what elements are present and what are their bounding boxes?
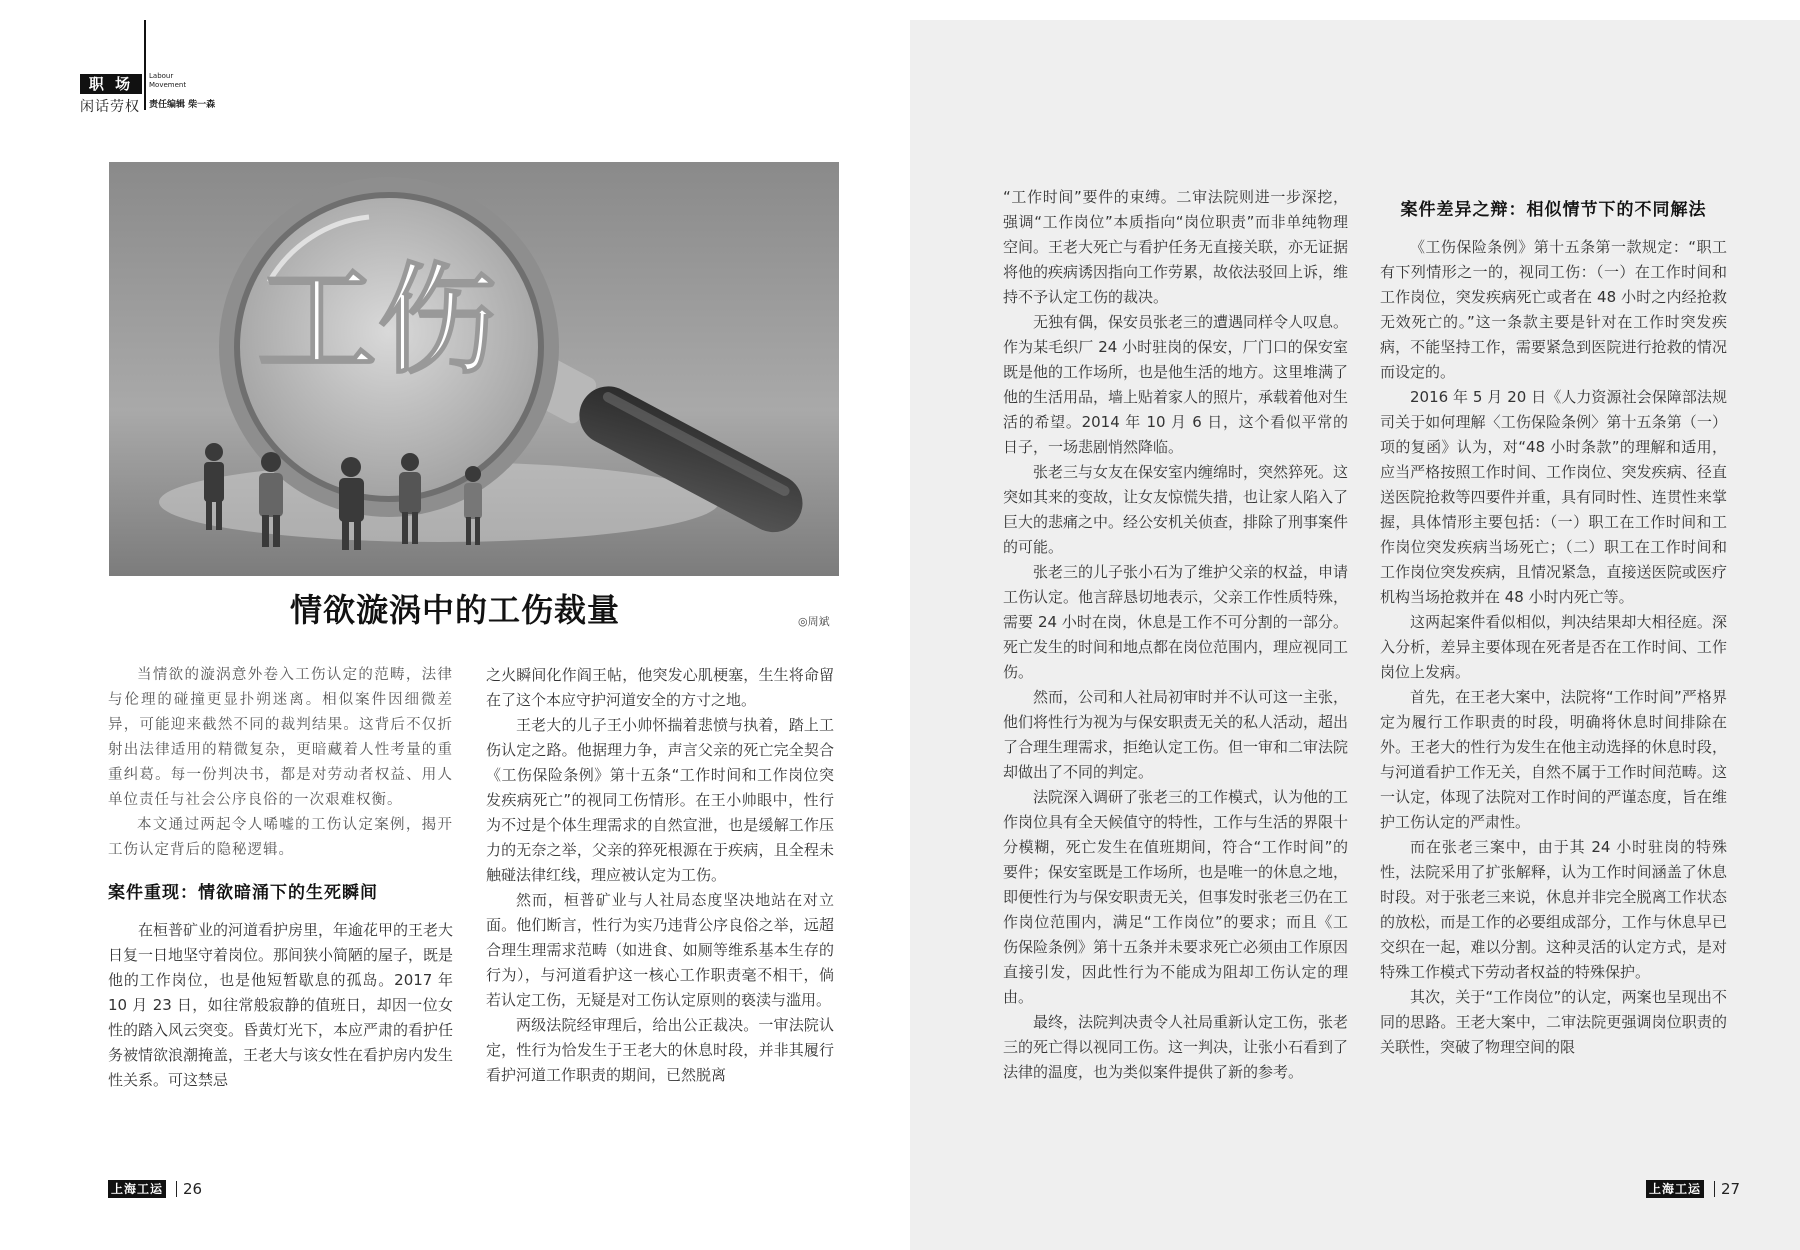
hero-illustration bbox=[109, 162, 839, 576]
column-3 bbox=[1003, 185, 1348, 1085]
paragraph: 张老三与女友在保安室内缠绵时，突然猝死。这突如其来的变故，让女友惊慌失措，也让家人陷入了巨大的悲痛之中。经公安机关侦查，排除了刑事案件的可能。 bbox=[1003, 463, 1349, 556]
paragraph: 张老三的儿子张小石为了维护父亲的权益，申请工伤认定。他言辞恳切地表示，父亲工作性质特殊，需要 24 小时在岗，休息是工作不可分割的一部分。死亡发生的时间和地点都在岗位范围内，理应视同工伤。 bbox=[1003, 563, 1349, 681]
column-2 bbox=[486, 663, 834, 1088]
header-divider bbox=[144, 20, 146, 110]
section-heading-2: 案件差异之辩：相似情节下的不同解法 bbox=[1400, 200, 1707, 220]
section-heading-1: 案件重现：情欲暗涌下的生死瞬间 bbox=[108, 883, 378, 903]
paragraph: 《工伤保险条例》第十五条第一款规定：“职工有下列情形之一的，视同工伤：（一）在工作时间和工作岗位，突发疾病死亡或者在 48 小时之内经抢救无效死亡的。”这一条款主要是针对在工作时突发疾病，不能坚持工作，需要紧急到医院进行抢救的情况而设定的。 bbox=[1380, 238, 1727, 381]
paragraph: 2016 年 5 月 20 日《人力资源社会保障部法规司关于如何理解〈工伤保险条例〉第十五条第（一）项的复函》认为，对“48 小时条款”的理解和适用，应当严格按照工作时间、工作岗位、突发疾病、径直送医院抢救等四要件并重，具有同时性、连贯性来掌握，具体情形主要包括：（一）职工在工作时间和工作岗位突发疾病当场死亡；（二）职工在工作时间和工作岗位突发疾病，且情况紧急，直接送医院或医疗机构当场抢救并在 48 小时内死亡等。 bbox=[1380, 388, 1727, 606]
paragraph: 最终，法院判决责令人社局重新认定工伤，张老三的死亡得以视同工伤。这一判决，让张小石看到了法律的温度，也为类似案件提供了新的参考。 bbox=[1003, 1013, 1349, 1081]
column-1 bbox=[108, 663, 453, 1093]
footer-divider bbox=[1714, 1181, 1715, 1197]
section-english-line-2: Movement bbox=[149, 81, 187, 89]
editor-credit: 责任编辑 柴一森 bbox=[149, 100, 216, 110]
lead-paragraph-2: 本文通过两起令人唏嘘的工伤认定案例，揭开工伤认定背后的隐秘逻辑。 bbox=[108, 817, 453, 858]
paragraph: “工作时间”要件的束缚。二审法院则进一步深挖，强调“工作岗位”本质指向“岗位职责”而非单纯物理空间。王老大死亡与看护任务无直接关联，亦无证据将他的疾病诱因指向工作劳累，故依法驳回上诉，维持不予认定工伤的裁决。 bbox=[1003, 188, 1349, 306]
footer-left bbox=[108, 1180, 202, 1198]
section-subtitle: 闲话劳权 bbox=[80, 99, 140, 115]
magazine-logo: 上海工运 bbox=[1646, 1180, 1704, 1198]
paragraph: 其次，关于“工作岗位”的认定，两案也呈现出不同的思路。王老大案中，二审法院更强调岗位职责的关联性，突破了物理空间的限 bbox=[1380, 988, 1727, 1056]
footer-right bbox=[1646, 1180, 1740, 1198]
paragraph: 而在张老三案中，由于其 24 小时驻岗的特殊性，法院采用了扩张解释，认为工作时间涵盖了休息时段。对于张老三来说，休息并非完全脱离工作状态的放松，而是工作的必要组成部分，工作与休息早已交织在一起，难以分割。这种灵活的认定方式，是对特殊工作模式下劳动者权益的特殊保护。 bbox=[1380, 838, 1727, 981]
paragraph: 然而，桓普矿业与人社局态度坚决地站在对立面。他们断言，性行为实乃违背公序良俗之举，远超合理生理需求范畴（如进食、如厕等维系基本生存的行为），与河道看护这一核心工作职责毫不相干，倘若认定工伤，无疑是对工伤认定原则的亵渎与滥用。 bbox=[486, 891, 834, 1009]
paragraph: 首先，在王老大案中，法院将“工作时间”严格界定为履行工作职责的时段，明确将休息时间排除在外。王老大的性行为发生在他主动选择的休息时段，与河道看护工作无关，自然不属于工作时间范畴。这一认定，体现了法院对工作时间的严谨态度，旨在维护工伤认定的严肃性。 bbox=[1380, 688, 1727, 831]
page-number-left: 26 bbox=[183, 1180, 203, 1198]
paragraph: 这两起案件看似相似，判决结果却大相径庭。深入分析，差异主要体现在死者是否在工作时间、工作岗位上发病。 bbox=[1380, 613, 1727, 681]
paragraph: 无独有偶，保安员张老三的遭遇同样令人叹息。作为某毛织厂 24 小时驻岗的保安，厂门口的保安室既是他的工作场所，也是他生活的地方。这里堆满了他的生活用品，墙上贴着家人的照片，承载着他对生活的希望。2014 年 10 月 6 日，这个看似平常的日子，一场悲剧悄然降临。 bbox=[1003, 313, 1349, 456]
paragraph: 法院深入调研了张老三的工作模式，认为他的工作岗位具有全天候值守的特性，工作与生活的界限十分模糊，死亡发生在值班期间，符合“工作时间”的要件；保安室既是工作场所，也是唯一的休息之地，即便性行为与保安职责无关，但事发时张老三仍在工作岗位范围内，满足“工作岗位”的要求；而且《工伤保险条例》第十五条并未要求死亡必须由工作原因直接引发，因此性行为不能成为阻却工伤认定的理由。 bbox=[1003, 788, 1349, 1006]
section-english bbox=[149, 72, 186, 90]
section-english-line-1: Labour bbox=[149, 72, 174, 80]
article-byline: ◎周斌 bbox=[798, 615, 830, 628]
page-number-right: 27 bbox=[1721, 1180, 1741, 1198]
magazine-logo: 上海工运 bbox=[108, 1180, 166, 1198]
paragraph: 之火瞬间化作阎王帖，他突发心肌梗塞，生生将命留在了这个本应守护河道安全的方寸之地。 bbox=[486, 666, 834, 709]
article-title: 情欲漩涡中的工伤裁量 bbox=[290, 591, 621, 629]
lead-paragraph-1: 当情欲的漩涡意外卷入工伤认定的范畴，法律与伦理的碰撞更显扑朔迷离。相似案件因细微差异，可能迎来截然不同的裁判结果。这背后不仅折射出法律适用的精微复杂，更暗藏着人性考量的重重纠葛。每一份判决书，都是对劳动者权益、用人单位责任与社会公序良俗的一次艰难权衡。 bbox=[108, 667, 453, 808]
paragraph: 两级法院经审理后，给出公正裁决。一审法院认定，性行为恰发生于王老大的休息时段，并非其履行看护河道工作职责的期间，已然脱离 bbox=[486, 1016, 834, 1084]
paragraph: 王老大的儿子王小帅怀揣着悲愤与执着，踏上工伤认定之路。他据理力争，声言父亲的死亡完全契合《工伤保险条例》第十五条“工作时间和工作岗位突发疾病死亡”的视同工伤情形。在王小帅眼中，性行为不过是个体生理需求的自然宣泄，也是缓解工作压力的无奈之举，父亲的猝死根源在于疾病，且全程未触碰法律红线，理应被认定为工伤。 bbox=[486, 716, 834, 884]
section-tag: 职 场 bbox=[80, 74, 142, 94]
column-4 bbox=[1380, 198, 1727, 1060]
footer-divider bbox=[176, 1181, 177, 1197]
hero-big-text: 工伤 bbox=[257, 252, 497, 391]
paragraph: 然而，公司和人社局初审时并不认可这一主张，他们将性行为视为与保安职责无关的私人活动，超出了合理生理需求，拒绝认定工伤。但一审和二审法院却做出了不同的判定。 bbox=[1003, 688, 1349, 781]
magnifier-illustration bbox=[109, 162, 839, 576]
paragraph: 在桓普矿业的河道看护房里，年逾花甲的王老大日复一日地坚守着岗位。那间狭小简陋的屋子，既是他的工作岗位，也是他短暂歇息的孤岛。2017 年 10 月 23 日，如往常般寂静的值班日，却因一位女性的踏入风云突变。昏黄灯光下，本应严肃的看护任务被情欲浪潮掩盖，王老大与该女性在看护房内发生性关系。可这禁忌 bbox=[108, 921, 454, 1089]
